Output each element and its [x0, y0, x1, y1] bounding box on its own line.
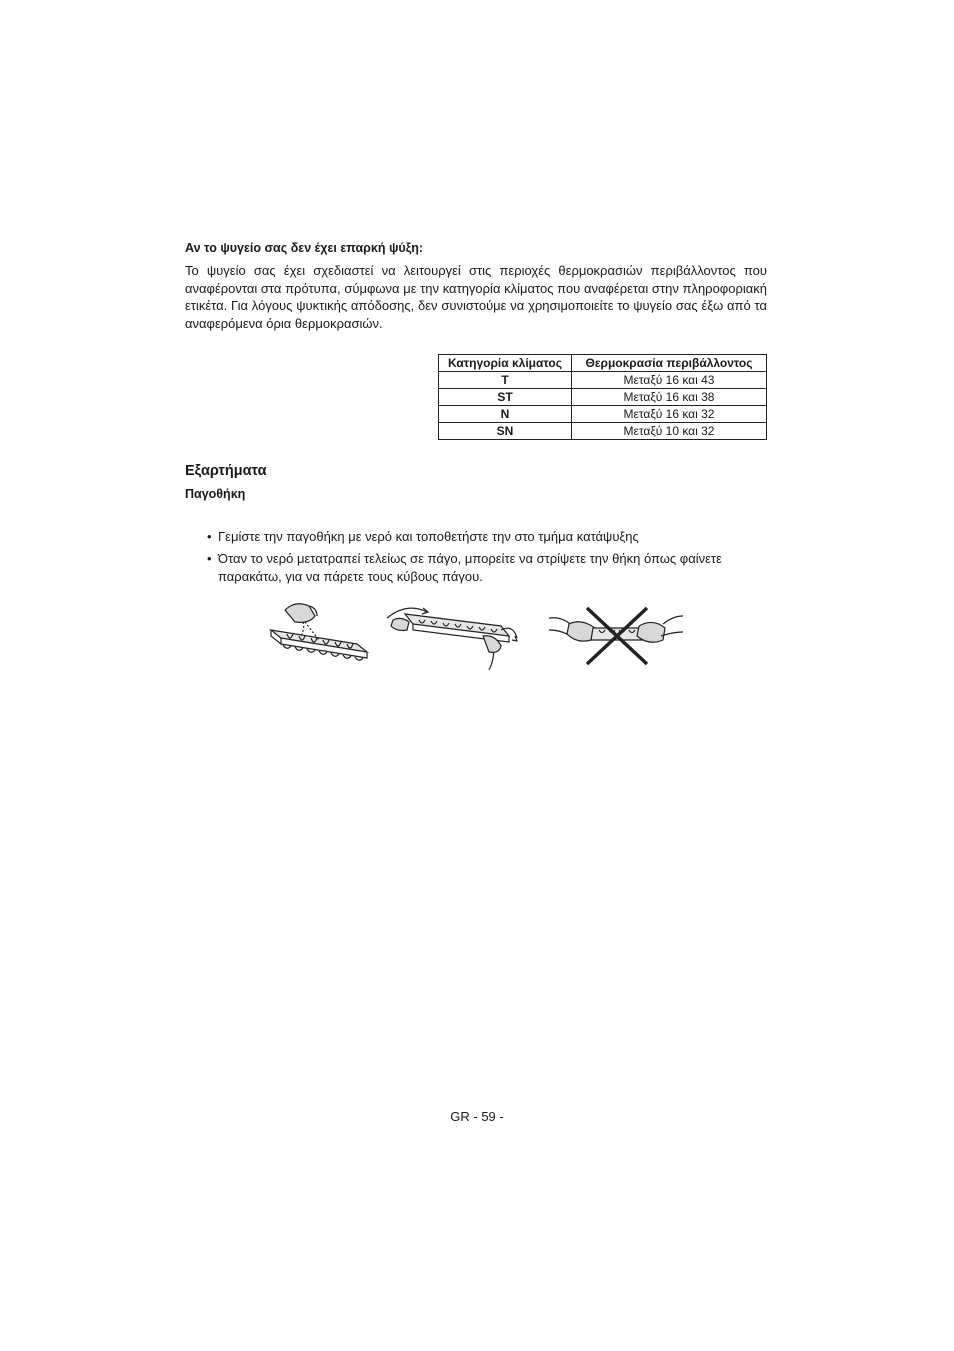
accessories-title: Εξαρτήματα: [185, 463, 267, 480]
instruction-text: Γεμίστε την παγοθήκη με νερό και τοποθετήστε την στο τμήμα κατάψυξης: [218, 529, 639, 545]
temperature-cell: Μεταξύ 16 και 32: [572, 406, 767, 423]
list-item: [185, 550, 767, 586]
instruction-text: Όταν το νερό μετατραπεί τελείως σε πάγο, μπορείτε να στρίψετε την θήκη όπως φαίνετε παρακάτω, για να πάρετε τους κύβους πάγου.: [218, 551, 722, 585]
bullet-icon: •: [207, 529, 212, 545]
category-cell: ST: [439, 389, 572, 406]
category-cell: SN: [439, 423, 572, 440]
cooling-heading: Αν το ψυγείο σας δεν έχει επαρκή ψύξη:: [185, 241, 424, 255]
ice-tray-filling-icon: [265, 600, 375, 672]
ice-tray-instructions: [185, 528, 767, 586]
temperature-cell: Μεταξύ 16 και 43: [572, 372, 767, 389]
table-row: [439, 372, 767, 389]
category-cell: T: [439, 372, 572, 389]
temperature-cell: Μεταξύ 10 και 32: [572, 423, 767, 440]
bullet-icon: •: [207, 551, 212, 567]
page-content: [185, 238, 767, 590]
table-header-row: [439, 355, 767, 372]
list-item: [185, 528, 767, 546]
column-header-category: Κατηγορία κλίματος: [439, 355, 572, 372]
ice-tray-illustrations: [265, 600, 685, 675]
ice-tray-subtitle: Παγοθήκη: [185, 487, 246, 502]
table-row: [439, 406, 767, 423]
column-header-temperature: Θερμοκρασία περιβάλλοντος: [572, 355, 767, 372]
cooling-paragraph: Το ψυγείο σας έχει σχεδιαστεί να λειτουργεί στις περιοχές θερμοκρασιών περιβάλλοντος που αναφέρονται στα πρότυπα, σύμφωνα με την κατηγορία κλίματος που αναφέρεται στην πληροφοριακή ετικέτα. Για λόγους ψυκτικής απόδοσης, δεν συνιστούμε να χρησιμοποιείτε το ψυγείο σας έξω από τα αναφερόμενα όρια θερμοκρασιών.: [185, 263, 767, 331]
table-row: [439, 423, 767, 440]
category-cell: N: [439, 406, 572, 423]
climate-table: [438, 354, 767, 440]
page-number: GR - 59 -: [450, 1109, 504, 1124]
ice-tray-wrong-method-icon: [547, 600, 685, 672]
ice-tray-twisting-icon: [383, 600, 523, 672]
table-row: [439, 389, 767, 406]
temperature-cell: Μεταξύ 16 και 38: [572, 389, 767, 406]
